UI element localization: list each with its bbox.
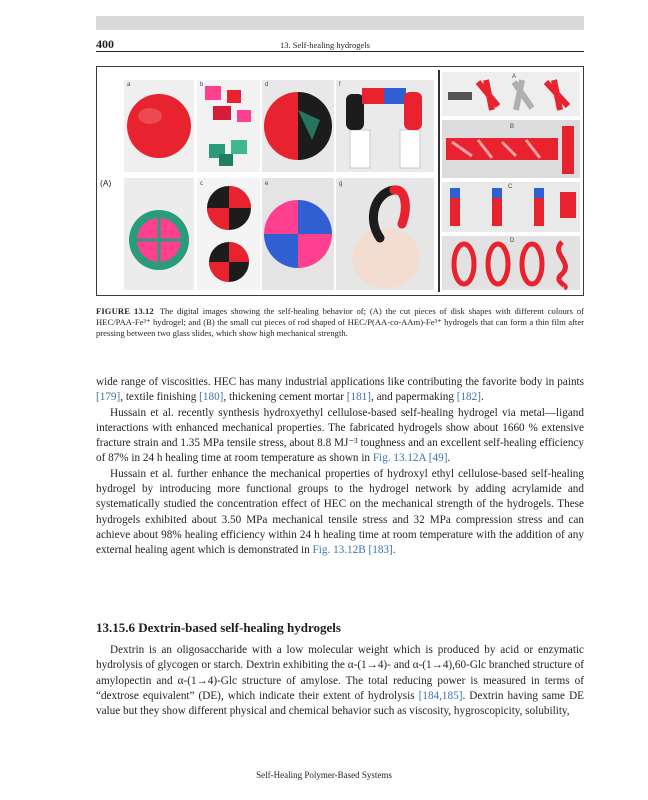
photo-f-bridge	[336, 80, 434, 172]
citation-link[interactable]: [180]	[199, 391, 224, 404]
text-run: .	[480, 391, 484, 404]
text-run: . Dextrin having same DE value but they show different physical and chemical behavior such as viscosity, hygroscopicity, solubility,	[96, 689, 584, 718]
sub-label-c: c	[200, 181, 203, 187]
text-run: Hussain et al. recently synthesis hydroxyethyl cellulose-based self-healing hydrogel via metal—ligand interactions with enhanced mechanical properties. The fabricated hydrogels show about 1660 % extensive fracture strain and 1.35 MPa tensile stress, about 8.8 MJ⁻³ toughness and an excellent self-healing efficiency of 87% in 24 h healing time at room temperature as shown in	[96, 406, 584, 465]
sub-label-d: d	[265, 82, 269, 88]
figure-caption	[96, 306, 584, 339]
caption-text: The digital images showing the self-healing behavior of; (A) the cut pieces of disk shapes with different colours of HEC/PAA-Fe³⁺ hydrogel; and (B) the small cut pieces of rod shaped of HEC/P(AA-co-AAm)-Fe³⁺ hydrogels that can form a thin film after pressing between two glass slides, which show high mechanical strength.	[96, 306, 584, 338]
page-number: 400	[96, 37, 114, 51]
sub-label-f: f	[339, 82, 341, 88]
photo-c-quarter-disks	[197, 178, 260, 290]
photo-B-D-knots	[442, 236, 580, 290]
section-body	[96, 643, 584, 719]
text-run: , thickening cement mortar	[223, 391, 347, 404]
paragraph	[96, 643, 584, 719]
sub-label-B-C: C	[508, 184, 513, 190]
citation-link[interactable]: [183]	[368, 544, 393, 557]
paragraph	[96, 406, 584, 467]
header-rule	[96, 51, 584, 52]
citation-link[interactable]: [49]	[428, 452, 448, 465]
sub-label-b: b	[200, 82, 204, 88]
photo-e-four-color-disk	[262, 178, 334, 290]
panel-a-label: (A)	[100, 178, 112, 188]
photo-d-split-disk	[262, 80, 334, 172]
citation-link[interactable]: [181]	[346, 391, 371, 404]
photo-green-disk	[124, 178, 194, 290]
photo-g-hand-stretch	[336, 178, 434, 290]
text-run: Dextrin is an oligosaccharide with a low molecular weight which is produced by acid or enzymatic hydrolysis of glycogen or starch. Dextrin exhibiting the α-(1→4)- and α-(1→4),60-Glc branched structure of amylopectin and α-(1→4)-Glc structure of amylose. The total reducing power is measured in terms of “dextrose equivalent” (DE), which indicate their extent of hydrolysis	[96, 644, 584, 702]
paragraph	[96, 375, 584, 406]
text-run: , textile finishing	[120, 391, 200, 404]
text-run: .	[447, 452, 451, 465]
panel-divider	[438, 70, 440, 292]
caption-label: FIGURE 13.12	[96, 306, 154, 316]
text-run: .	[392, 544, 396, 557]
photo-B-A-rods	[442, 72, 580, 116]
page-footer: Self-Healing Polymer-Based Systems	[256, 770, 392, 780]
sub-label-a: a	[127, 82, 131, 88]
figure-link[interactable]: Fig. 13.12B	[312, 544, 366, 557]
sub-label-B-A: A	[512, 74, 517, 80]
body-paragraphs	[96, 375, 584, 559]
photo-b-cubes	[197, 80, 260, 172]
sub-label-B-D: D	[510, 238, 515, 244]
citation-link[interactable]: [184,185]	[418, 689, 463, 702]
citation-link[interactable]: [182]	[456, 391, 481, 404]
text-run: wide range of viscosities. HEC has many industrial applications like contributing the favorite body in paints	[96, 376, 584, 388]
text-run: Hussain et al. further enhance the mechanical properties of hydroxyl ethyl cellulose-based self-healing hydrogel by introducing more functional groups to the hydrogel network by adding acrylamide and systematically studied the concentration effect of HEC on the mechanical strength of the hydrogels. These hydrogels exhibited about 3.50 MPa mechanical tensile stress and 32 MPa compression stress and can achieve about 98% healing efficiency within 24 h healing time at room temperature with the addition of any external healing agent which is demonstrated in	[96, 467, 584, 557]
sub-label-g: g	[339, 181, 343, 187]
figure-link[interactable]: Fig. 13.12A	[372, 452, 426, 465]
header-bar	[96, 16, 584, 30]
photo-a-red-disk	[124, 80, 194, 172]
citation-link[interactable]: [179]	[96, 391, 121, 404]
text-run: , and papermaking	[370, 391, 457, 404]
paragraph	[96, 467, 584, 559]
section-heading: 13.15.6 Dextrin-based self-healing hydrogels	[96, 620, 341, 635]
running-title: 13. Self-healing hydrogels	[280, 40, 370, 50]
sub-label-e: e	[265, 181, 269, 187]
sub-label-B-B: B	[510, 124, 515, 130]
